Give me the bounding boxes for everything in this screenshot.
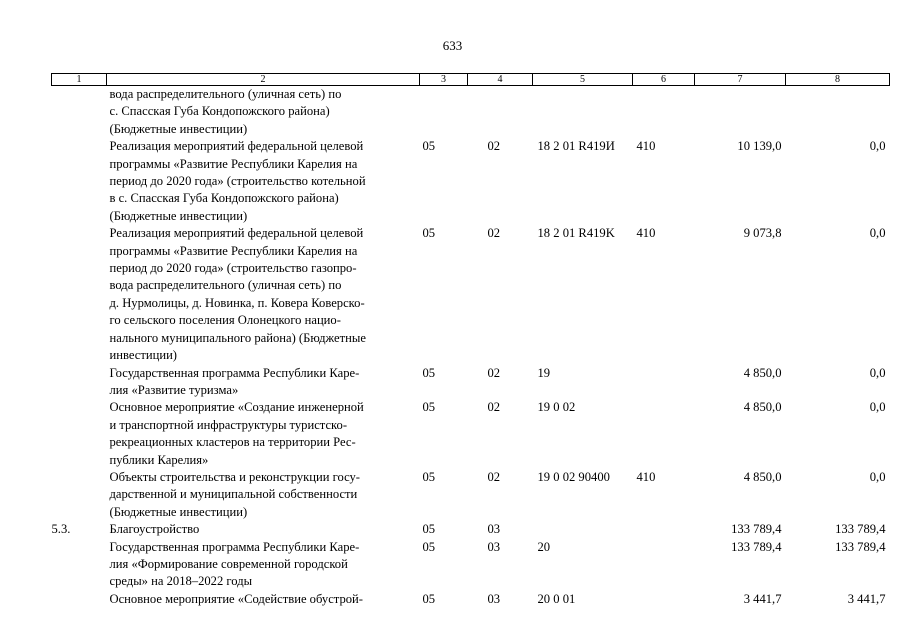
description-line: (Бюджетные инвестиции) <box>109 208 248 223</box>
subsection-code: 02 <box>487 365 501 380</box>
amount-col-8: 133 789,4 <box>835 522 886 537</box>
header-row <box>52 74 890 86</box>
row-description <box>107 86 420 139</box>
amount-col-8: 0,0 <box>869 226 886 241</box>
row-number <box>52 399 107 469</box>
section-code: 05 <box>422 400 436 415</box>
expense-type-code <box>633 591 695 608</box>
section-code: 05 <box>422 365 436 380</box>
section-code: 05 <box>422 469 436 484</box>
description-line: инвестиции) <box>109 348 178 363</box>
description-line: Основное мероприятие «Создание инженерной <box>109 400 364 415</box>
description-line: Государственная программа Республики Каре- <box>109 365 360 380</box>
header-col-7: 7 <box>695 74 786 86</box>
description-line: среды» на 2018–2022 годы <box>109 574 253 589</box>
table-row <box>52 539 890 591</box>
row-description <box>107 225 420 364</box>
budget-table <box>51 73 890 608</box>
table-row <box>52 225 890 364</box>
subsection-code <box>468 86 533 139</box>
header-col-5: 5 <box>533 74 633 86</box>
expense-type-code: 410 <box>636 226 656 241</box>
amount-col-8 <box>786 86 890 139</box>
description-line: (Бюджетные инвестиции) <box>109 504 248 519</box>
subsection-code: 02 <box>487 226 501 241</box>
amount-col-7: 133 789,4 <box>731 522 782 537</box>
target-article-code: 19 0 02 <box>537 400 576 415</box>
description-line: программы «Развитие Республики Карелия на <box>109 243 358 258</box>
description-line: с. Спасская Губа Кондопожского района) <box>109 104 330 119</box>
table-row <box>52 399 890 469</box>
row-description <box>107 591 420 608</box>
description-line: рекреационных кластеров на территории Рес- <box>109 435 356 450</box>
expense-type-code <box>633 86 695 139</box>
subsection-code: 03 <box>487 591 501 606</box>
table-row <box>52 86 890 139</box>
header-col-8: 8 <box>786 74 890 86</box>
header-col-6: 6 <box>633 74 695 86</box>
amount-col-7: 9 073,8 <box>743 226 782 241</box>
amount-col-8: 0,0 <box>869 469 886 484</box>
row-number <box>52 591 107 608</box>
amount-col-8: 0,0 <box>869 365 886 380</box>
section-code: 05 <box>422 226 436 241</box>
description-line: го сельского поселения Олонецкого нацио- <box>109 313 341 328</box>
expense-type-code <box>633 365 695 400</box>
row-description <box>107 469 420 521</box>
expense-type-code <box>633 539 695 591</box>
amount-col-7: 4 850,0 <box>743 400 782 415</box>
description-line: публики Карелия» <box>109 452 209 467</box>
expense-type-code <box>633 399 695 469</box>
section-code: 05 <box>422 139 436 154</box>
table-header <box>52 74 890 86</box>
header-col-2: 2 <box>107 74 420 86</box>
section-code: 05 <box>422 522 436 537</box>
description-line: программы «Развитие Республики Карелия на <box>109 156 358 171</box>
row-number: 5.3. <box>51 522 71 537</box>
target-article-code: 18 2 01 R419И <box>537 139 615 154</box>
description-line: Объекты строительства и реконструкции госу- <box>109 469 360 484</box>
description-line: дарственной и муниципальной собственности <box>109 487 358 502</box>
target-article-code: 20 0 01 <box>537 591 576 606</box>
row-number <box>52 138 107 225</box>
table-row <box>52 365 890 400</box>
description-line: в с. Спасская Губа Кондопожского района) <box>109 191 339 206</box>
target-article-code: 18 2 01 R419K <box>537 226 615 241</box>
table-row <box>52 469 890 521</box>
row-number <box>52 539 107 591</box>
description-line: лия «Развитие туризма» <box>109 382 239 397</box>
table-row <box>52 138 890 225</box>
description-line: Реализация мероприятий федеральной целевой <box>109 139 364 154</box>
target-article-code: 19 <box>537 365 551 380</box>
row-number <box>52 225 107 364</box>
expense-type-code: 410 <box>636 469 656 484</box>
section-code: 05 <box>422 591 436 606</box>
amount-col-7: 4 850,0 <box>743 365 782 380</box>
amount-col-8: 3 441,7 <box>847 591 886 606</box>
description-line: период до 2020 года» (строительство котельной <box>109 174 366 189</box>
description-line: Благоустройство <box>109 522 200 537</box>
subsection-code: 02 <box>487 400 501 415</box>
header-col-1: 1 <box>52 74 107 86</box>
amount-col-8: 0,0 <box>869 400 886 415</box>
description-line: и транспортной инфраструктуры туристско- <box>109 417 348 432</box>
description-line: нального муниципального района) (Бюджетные <box>109 330 366 345</box>
description-line: Реализация мероприятий федеральной целевой <box>109 226 364 241</box>
description-line: (Бюджетные инвестиции) <box>109 121 248 136</box>
subsection-code: 02 <box>487 469 501 484</box>
amount-col-7: 4 850,0 <box>743 469 782 484</box>
table-row <box>52 521 890 538</box>
target-article-code <box>533 521 633 538</box>
row-description <box>107 539 420 591</box>
description-line: Основное мероприятие «Содействие обустрой- <box>109 591 363 606</box>
row-description <box>107 399 420 469</box>
amount-col-8: 133 789,4 <box>835 539 886 554</box>
amount-col-7: 10 139,0 <box>737 139 782 154</box>
amount-col-7 <box>695 86 786 139</box>
header-col-4: 4 <box>468 74 533 86</box>
description-line: лия «Формирование современной городской <box>109 556 348 571</box>
row-number <box>52 86 107 139</box>
description-line: вода распределительного (уличная сеть) по <box>109 87 342 101</box>
row-description <box>107 521 420 538</box>
section-code <box>420 86 468 139</box>
target-article-code: 20 <box>537 539 551 554</box>
subsection-code: 03 <box>487 539 501 554</box>
page-number: 633 <box>442 38 463 53</box>
subsection-code: 03 <box>487 522 501 537</box>
row-description <box>107 365 420 400</box>
amount-col-8: 0,0 <box>869 139 886 154</box>
description-line: период до 2020 года» (строительство газопро- <box>109 261 357 276</box>
amount-col-7: 3 441,7 <box>743 591 782 606</box>
table-body <box>52 86 890 609</box>
target-article-code: 19 0 02 90400 <box>537 469 610 484</box>
subsection-code: 02 <box>487 139 501 154</box>
description-line: вода распределительного (уличная сеть) по <box>109 278 342 293</box>
row-description <box>107 138 420 225</box>
table-row <box>52 591 890 608</box>
section-code: 05 <box>422 539 436 554</box>
description-line: Государственная программа Республики Каре- <box>109 539 360 554</box>
row-number <box>52 365 107 400</box>
description-line: д. Нурмолицы, д. Новинка, п. Ковера Коверско- <box>109 295 365 310</box>
expense-type-code <box>633 521 695 538</box>
header-col-3: 3 <box>420 74 468 86</box>
target-article-code <box>533 86 633 139</box>
row-number <box>52 469 107 521</box>
amount-col-7: 133 789,4 <box>731 539 782 554</box>
expense-type-code: 410 <box>636 139 656 154</box>
